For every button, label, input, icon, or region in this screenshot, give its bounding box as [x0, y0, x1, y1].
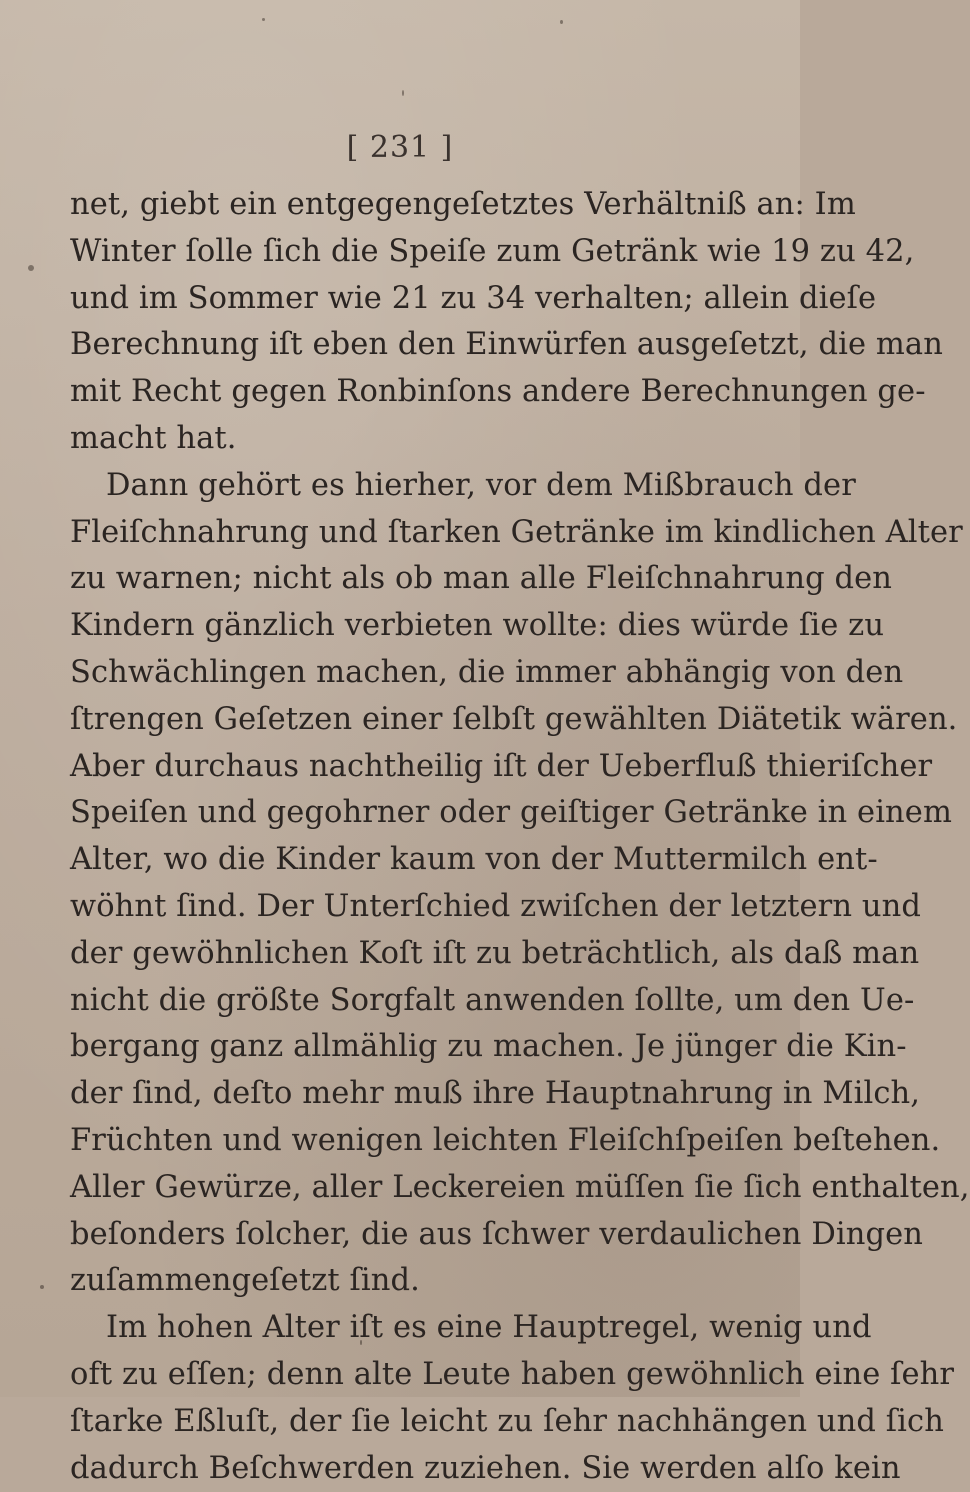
text-line: Kindern gänzlich verbieten wollte: dies würde ſie zu	[70, 608, 885, 644]
body-text	[70, 182, 970, 1492]
text-line: net, giebt ein entgegengeſetztes Verhältniß an: Im	[70, 187, 856, 222]
text-line: ſtarke Eßluſt, der ſie leicht zu ſehr nachhängen und ſich	[70, 1403, 944, 1439]
text-line: der gewöhnlichen Koſt iſt zu beträchtlich, als daß man	[70, 935, 920, 971]
text-line: Speiſen und gegohrner oder geiſtiger Getränke in einem	[70, 795, 952, 831]
text-line: bergang ganz allmählig zu machen. Je jünger die Kin-	[70, 1029, 907, 1065]
text-line: macht hat.	[70, 420, 237, 456]
paper-speck	[28, 265, 34, 271]
text-line: Aber durchaus nachtheilig iſt der Ueberfluß thieriſcher	[70, 748, 933, 784]
text-line: Berechnung iſt eben den Einwürfen ausgeſetzt, die man	[70, 327, 943, 363]
paper-speck	[402, 90, 404, 96]
page-number-header: [ 231 ]	[346, 130, 454, 165]
text-line: Fleiſchnahrung und ſtarken Getränke im kindlichen Alter	[70, 514, 963, 550]
text-line: Früchten und wenigen leichten Fleiſchſpeiſen beſtehen.	[70, 1122, 941, 1158]
paper-speck	[262, 18, 265, 21]
text-line: Aller Gewürze, aller Leckereien müſſen ſie ſich enthalten,	[70, 1169, 970, 1205]
text-line: zu warnen; nicht als ob man alle Fleiſchnahrung den	[70, 561, 893, 597]
paper-speck	[560, 20, 563, 24]
paper-speck	[360, 1340, 362, 1345]
text-line: der ſind, deſto mehr muß ihre Hauptnahrung in Milch,	[70, 1076, 921, 1112]
text-line: ſtrengen Geſetzen einer ſelbſt gewählten Diätetik wären.	[70, 701, 958, 737]
text-line: Alter, wo die Kinder kaum von der Muttermilch ent-	[70, 842, 878, 878]
text-line: beſonders ſolcher, die aus ſchwer verdaulichen Dingen	[70, 1216, 924, 1252]
text-line: Dann gehört es hierher, vor dem Mißbrauch der	[106, 467, 856, 503]
text-line: Winter ſolle ſich die Speiſe zum Getränk wie 19 zu 42,	[70, 233, 915, 269]
text-line: und im Sommer wie 21 zu 34 verhalten; allein dieſe	[70, 280, 877, 316]
text-line: wöhnt ſind. Der Unterſchied zwiſchen der letztern und	[70, 888, 922, 924]
text-line: Im hohen Alter iſt es eine Hauptregel, wenig und	[106, 1310, 872, 1346]
text-line: Schwächlingen machen, die immer abhängig von den	[70, 654, 904, 690]
text-line: mit Recht gegen Ronbinſons andere Berechnungen ge-	[70, 374, 926, 410]
text-line: dadurch Beſchwerden zuziehen. Sie werden alſo kein	[70, 1450, 901, 1486]
text-line: oft zu eſſen; denn alte Leute haben gewöhnlich eine ſehr	[70, 1356, 955, 1392]
text-line: nicht die größte Sorgfalt anwenden ſollte, um den Ue-	[70, 982, 915, 1018]
text-line: zuſammengeſetzt ſind.	[70, 1263, 420, 1299]
paper-speck	[40, 1285, 44, 1289]
